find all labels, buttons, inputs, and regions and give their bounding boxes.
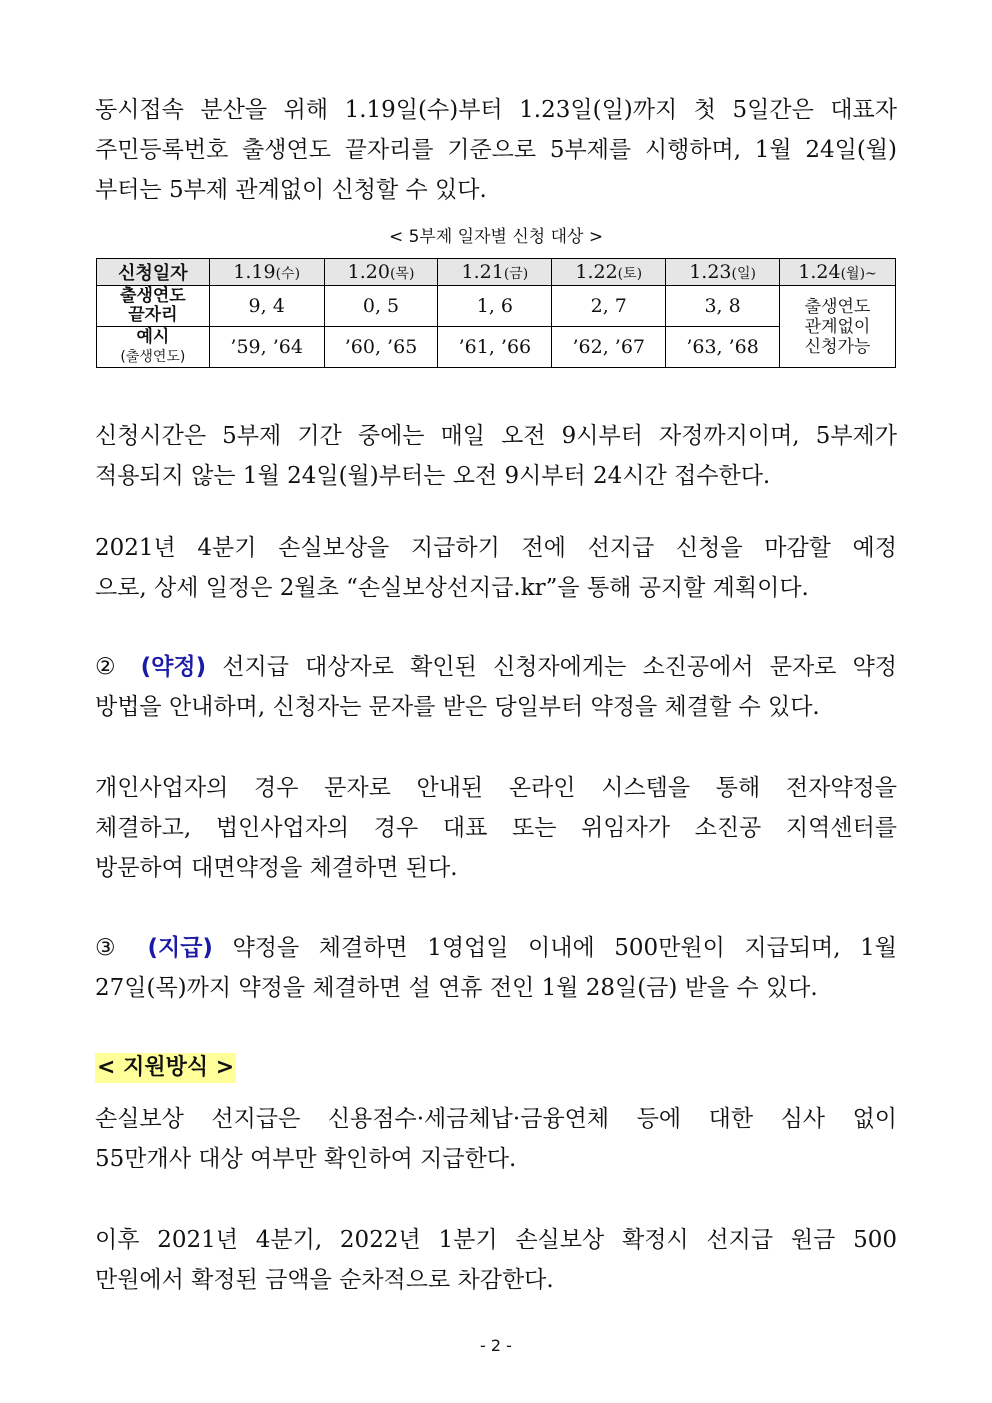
text-line: 동시접속 분산을 위해 1.19일(수)부터 1.23일(일)까지 첫 5일간은 대표자	[95, 97, 897, 123]
keyword-agreement: (약정)	[140, 654, 207, 680]
text-line: 체결하고, 법인사업자의 경우 대표 또는 위임자가 소진공 지역센터를	[95, 815, 897, 841]
row-label: 출생연도 끝자리	[97, 286, 210, 327]
text-line: 적용되지 않는 1월 24일(월)부터는 오전 9시부터 24시간 접수한다.	[95, 463, 771, 489]
table-cell: 3, 8	[666, 286, 780, 327]
schedule-table	[96, 258, 896, 368]
text-line: ② (약정) 선지급 대상자로 확인된 신청자에게는 소진공에서 문자로 약정	[95, 654, 897, 680]
table-cell: ’61, ’66	[438, 327, 552, 368]
text-line: ③ (지급) 약정을 체결하면 1영업일 이내에 500만원이 지급되며, 1월	[95, 935, 898, 961]
page-number: - 2 -	[480, 1336, 512, 1355]
header-date: 1.22(토)	[552, 259, 666, 286]
text-line: 2021년 4분기 손실보상을 지급하기 전에 선지급 신청을 마감할 예정	[95, 535, 897, 561]
row-label: 예시 (출생연도)	[97, 327, 210, 368]
paragraph-prepayment-criteria	[95, 1099, 897, 1179]
header-date: 1.21(금)	[438, 259, 552, 286]
paragraph-application-hours	[95, 416, 897, 496]
section-heading-support-method: < 지원방식 >	[95, 1053, 236, 1083]
text-line: 손실보상 선지급은 신용점수·세금체납·금융연체 등에 대한 심사 없이	[95, 1106, 897, 1132]
table-row-example	[97, 327, 896, 368]
text-line: 신청시간은 5부제 기간 중에는 매일 오전 9시부터 자정까지이며, 5부제가	[95, 423, 897, 449]
text-line: 으로, 상세 일정은 2월초 “손실보상선지급.kr”을 통해 공지할 계획이다.	[95, 575, 809, 601]
paragraph-deadline	[95, 528, 897, 608]
paragraph-payment	[95, 928, 897, 1008]
table-cell: 0, 5	[324, 286, 438, 327]
list-marker: ②	[95, 654, 125, 680]
text-line: 만원에서 확정된 금액을 순차적으로 차감한다.	[95, 1267, 554, 1293]
header-date: 1.20(목)	[324, 259, 438, 286]
text-line: 방문하여 대면약정을 체결하면 된다.	[95, 855, 458, 881]
list-marker: ③	[95, 935, 128, 961]
table-cell: ’60, ’65	[324, 327, 438, 368]
text-line: 방법을 안내하며, 신청자는 문자를 받은 당일부터 약정을 체결할 수 있다.	[95, 694, 820, 720]
table-cell: 1, 6	[438, 286, 552, 327]
header-date: 1.24(월)~	[780, 259, 896, 286]
paragraph-agreement-method	[95, 768, 897, 888]
table-row-birth-year-digit	[97, 286, 896, 327]
table-cell: ’59, ’64	[209, 327, 324, 368]
table-caption: < 5부제 일자별 신청 대상 >	[388, 227, 604, 247]
table-cell: ’62, ’67	[552, 327, 666, 368]
table-cell: ’63, ’68	[666, 327, 780, 368]
header-label: 신청일자	[97, 259, 210, 286]
text-line: 주민등록번호 출생연도 끝자리를 기준으로 5부제를 시행하며, 1월 24일(월)	[95, 137, 897, 163]
keyword-payment: (지급)	[147, 935, 213, 961]
paragraph-five-day-rotation	[95, 90, 897, 210]
text-line: 개인사업자의 경우 문자로 안내된 온라인 시스템을 통해 전자약정을	[95, 775, 897, 801]
table-cell: 9, 4	[209, 286, 324, 327]
text-line: 55만개사 대상 여부만 확인하여 지급한다.	[95, 1146, 517, 1172]
text-line: 이후 2021년 4분기, 2022년 1분기 손실보상 확정시 선지급 원금 500	[95, 1227, 897, 1253]
table-note-cell: 출생연도 관계없이 신청가능	[780, 286, 896, 368]
table-header-row	[97, 259, 896, 286]
paragraph-agreement	[95, 647, 897, 727]
paragraph-deduction	[95, 1220, 897, 1300]
header-date: 1.23(일)	[666, 259, 780, 286]
header-date: 1.19(수)	[209, 259, 324, 286]
table-cell: 2, 7	[552, 286, 666, 327]
text-line: 27일(목)까지 약정을 체결하면 설 연휴 전인 1월 28일(금) 받을 수 있다.	[95, 975, 818, 1001]
text-line: 부터는 5부제 관계없이 신청할 수 있다.	[95, 177, 487, 203]
